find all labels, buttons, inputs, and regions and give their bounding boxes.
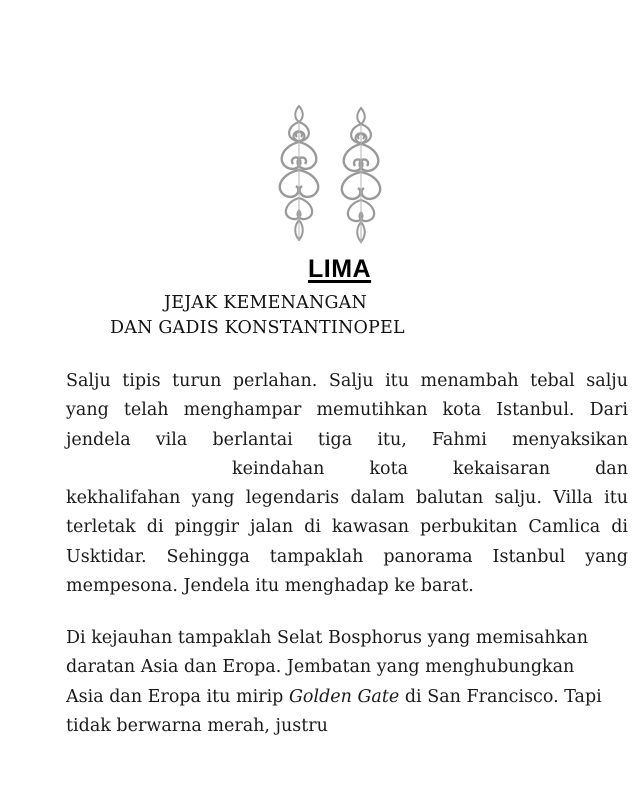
chapter-title-line-1: JEJAK KEMENANGAN (164, 293, 368, 313)
paragraph-line: jendela vila berlantai tiga itu, Fahmi menyaksikan (66, 429, 628, 450)
paragraph-line: keindahan kota kekaisaran dan (232, 458, 628, 479)
paragraph-line: Salju tipis turun perlahan. Salju itu menambah tebal salju (66, 371, 628, 391)
paragraph-1 (66, 367, 628, 601)
text-run: Asia dan Eropa itu mirip (66, 686, 284, 707)
chapter-number: LIMA (308, 255, 372, 283)
paragraph-line: yang telah menghampar memutihkan kota Istanbul. Dari (66, 400, 628, 421)
paragraph-line: tidak berwarna merah, justru (66, 715, 328, 736)
paragraph-line: daratan Asia dan Eropa. Jembatan yang menghubungkan (66, 657, 575, 678)
paragraph-line: Di kejauhan tampaklah Selat Bosphorus yang memisahkan (66, 628, 589, 648)
filigree-ornament-icon (268, 104, 392, 246)
italic-term: Golden Gate (288, 686, 400, 707)
paragraph-line: Usktidar. Sehingga tampaklah panorama Istanbul yang (66, 546, 628, 567)
paragraph-2 (66, 624, 628, 741)
chapter-title-line-2: DAN GADIS KONSTANTINOPEL (110, 318, 405, 338)
paragraph-line: mempesona. Jendela itu menghadap ke barat. (66, 576, 474, 597)
paragraph-line: kekhalifahan yang legendaris dalam balutan salju. Villa itu (66, 488, 628, 509)
paragraph-line-mixed (66, 683, 628, 712)
paragraph-line: terletak di pinggir jalan di kawasan perbukitan Camlica di (66, 517, 628, 538)
text-run: di San Francisco. Tapi (404, 686, 602, 707)
